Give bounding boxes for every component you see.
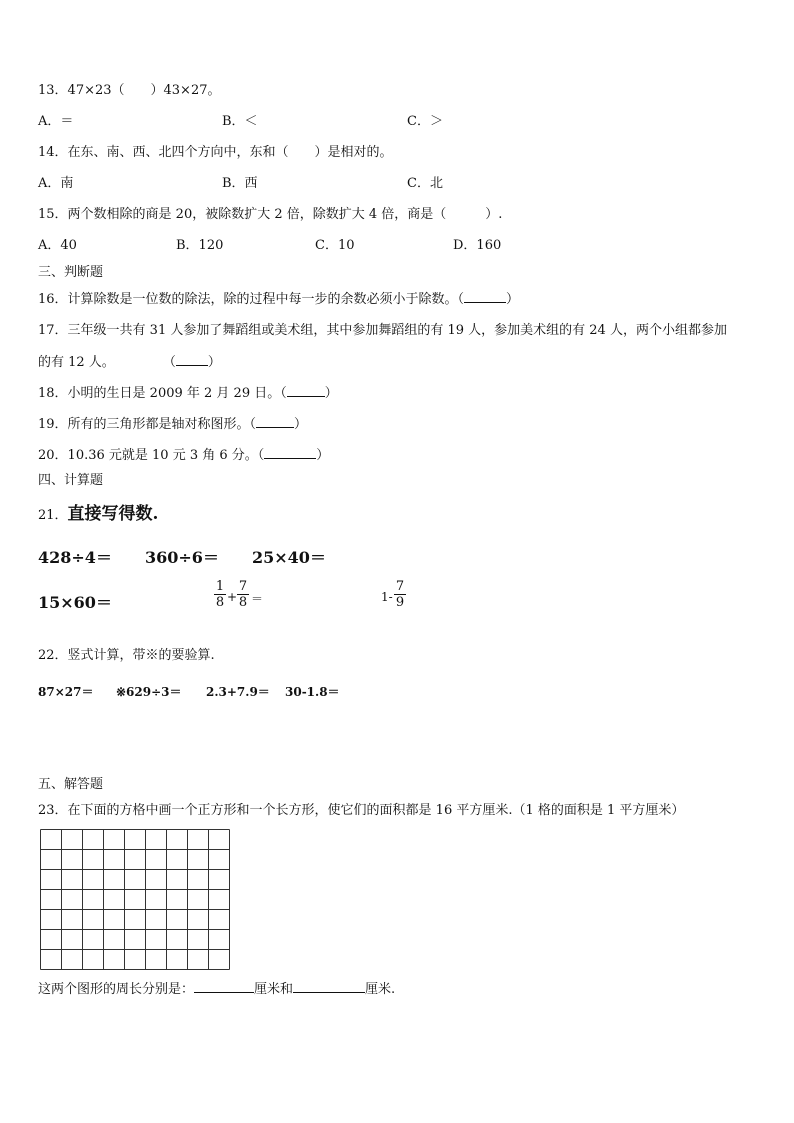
denominator: 8 [215,595,225,610]
q22-expr-4: 30-1.8＝ [285,685,340,699]
q15-option-b: B．120 [176,238,224,253]
fraction-7-9 [394,579,406,610]
q21-title: 直接写得数. [67,504,159,524]
q18-answer-blank[interactable] [287,384,325,397]
q14-option-c: C．北 [407,176,443,191]
q22-expr-2: ※629÷3＝ [116,685,182,699]
q23-unit-2: 厘米. [365,982,396,997]
q15-option-a: A．40 [38,238,77,253]
close-paren: ） [324,386,338,401]
q23-stem: 23．在下面的方格中画一个正方形和一个长方形，使它们的面积都是 16 平方厘米.（1 格的面积是 1 平方厘米） [38,803,685,818]
q18-stem [38,384,338,403]
q14-stem: 14．在东、南、西、北四个方向中，东和（ ）是相对的。 [38,145,393,160]
plus-sign: + [227,590,238,604]
perimeter-blank-2[interactable] [293,980,365,993]
q19-text: 19．所有的三角形都是轴对称图形。（ [38,417,257,432]
close-paren: ） [294,417,308,432]
q21-expr-2: 360÷6＝ [145,548,219,567]
q14-option-a: A．南 [38,176,74,191]
q17-answer-blank[interactable] [176,353,208,366]
q13-option-a: A．＝ [38,114,74,129]
section-heading-calculation: 四、计算题 [38,473,104,488]
close-paren: ） [506,292,520,307]
q22-stem: 22．竖式计算，带※的要验算. [38,648,215,663]
one-minus: 1- [381,590,393,604]
q16-answer-blank[interactable] [464,290,506,303]
square-grid[interactable] [40,829,232,971]
denominator: 9 [395,595,405,610]
close-paren: ） [207,355,221,370]
section-heading-judgement: 三、判断题 [38,265,104,280]
q21-expr-4: 15×60＝ [38,593,112,612]
q15-option-d: D．160 [453,238,502,253]
close-paren: ） [316,448,330,463]
numerator: 7 [395,579,405,594]
q15-stem: 15．两个数相除的商是 20，被除数扩大 2 倍，除数扩大 4 倍，商是（ ）. [38,207,503,222]
q17-text: 的有 12 人。 [38,355,115,370]
q14-option-b: B．西 [222,176,258,191]
q17-stem-line2 [38,353,221,372]
q20-stem [38,446,329,465]
q19-answer-blank[interactable] [256,415,294,428]
q22-expr-1: 87×27＝ [38,685,94,699]
q19-stem [38,415,307,434]
q15-option-c: C．10 [315,238,355,253]
q16-stem [38,290,519,309]
q21-expr-1: 428÷4＝ [38,548,112,567]
q18-text: 18．小明的生日是 2009 年 2 月 29 日。（ [38,386,287,401]
q20-answer-blank[interactable] [264,446,316,459]
q23-answer-prefix: 这两个图形的周长分别是： [38,982,195,997]
section-heading-word-problems: 五、解答题 [38,777,104,792]
q23-answer-line [38,980,395,999]
q21-number: 21． [38,508,68,523]
q22-expr-3: 2.3+7.9＝ [206,685,270,699]
q13-option-c: C．＞ [407,114,443,129]
grid-lines [41,830,230,970]
denominator: 8 [238,595,248,610]
fraction-7-8 [237,579,249,610]
q21-expr-3: 25×40＝ [252,548,326,567]
q20-text: 20．10.36 元就是 10 元 3 角 6 分。（ [38,448,265,463]
q13-stem: 13．47×23（ ）43×27。 [38,83,221,98]
q21-heading [38,503,158,527]
perimeter-blank-1[interactable] [194,980,254,993]
q16-text: 16．计算除数是一位数的除法，除的过程中每一步的余数必须小于除数。（ [38,292,465,307]
numerator: 7 [238,579,248,594]
open-paren: （ [162,355,176,370]
q13-option-b: B．＜ [222,114,258,129]
q23-unit-1: 厘米和 [254,982,294,997]
q17-stem-line1: 17．三年级一共有 31 人参加了舞蹈组或美术组，其中参加舞蹈组的有 19 人，参加美术组的有 24 人，两个小组都参加 [38,323,727,338]
fraction-1-8 [214,579,226,610]
numerator: 1 [215,579,225,594]
equals-sign: ＝ [251,592,264,606]
